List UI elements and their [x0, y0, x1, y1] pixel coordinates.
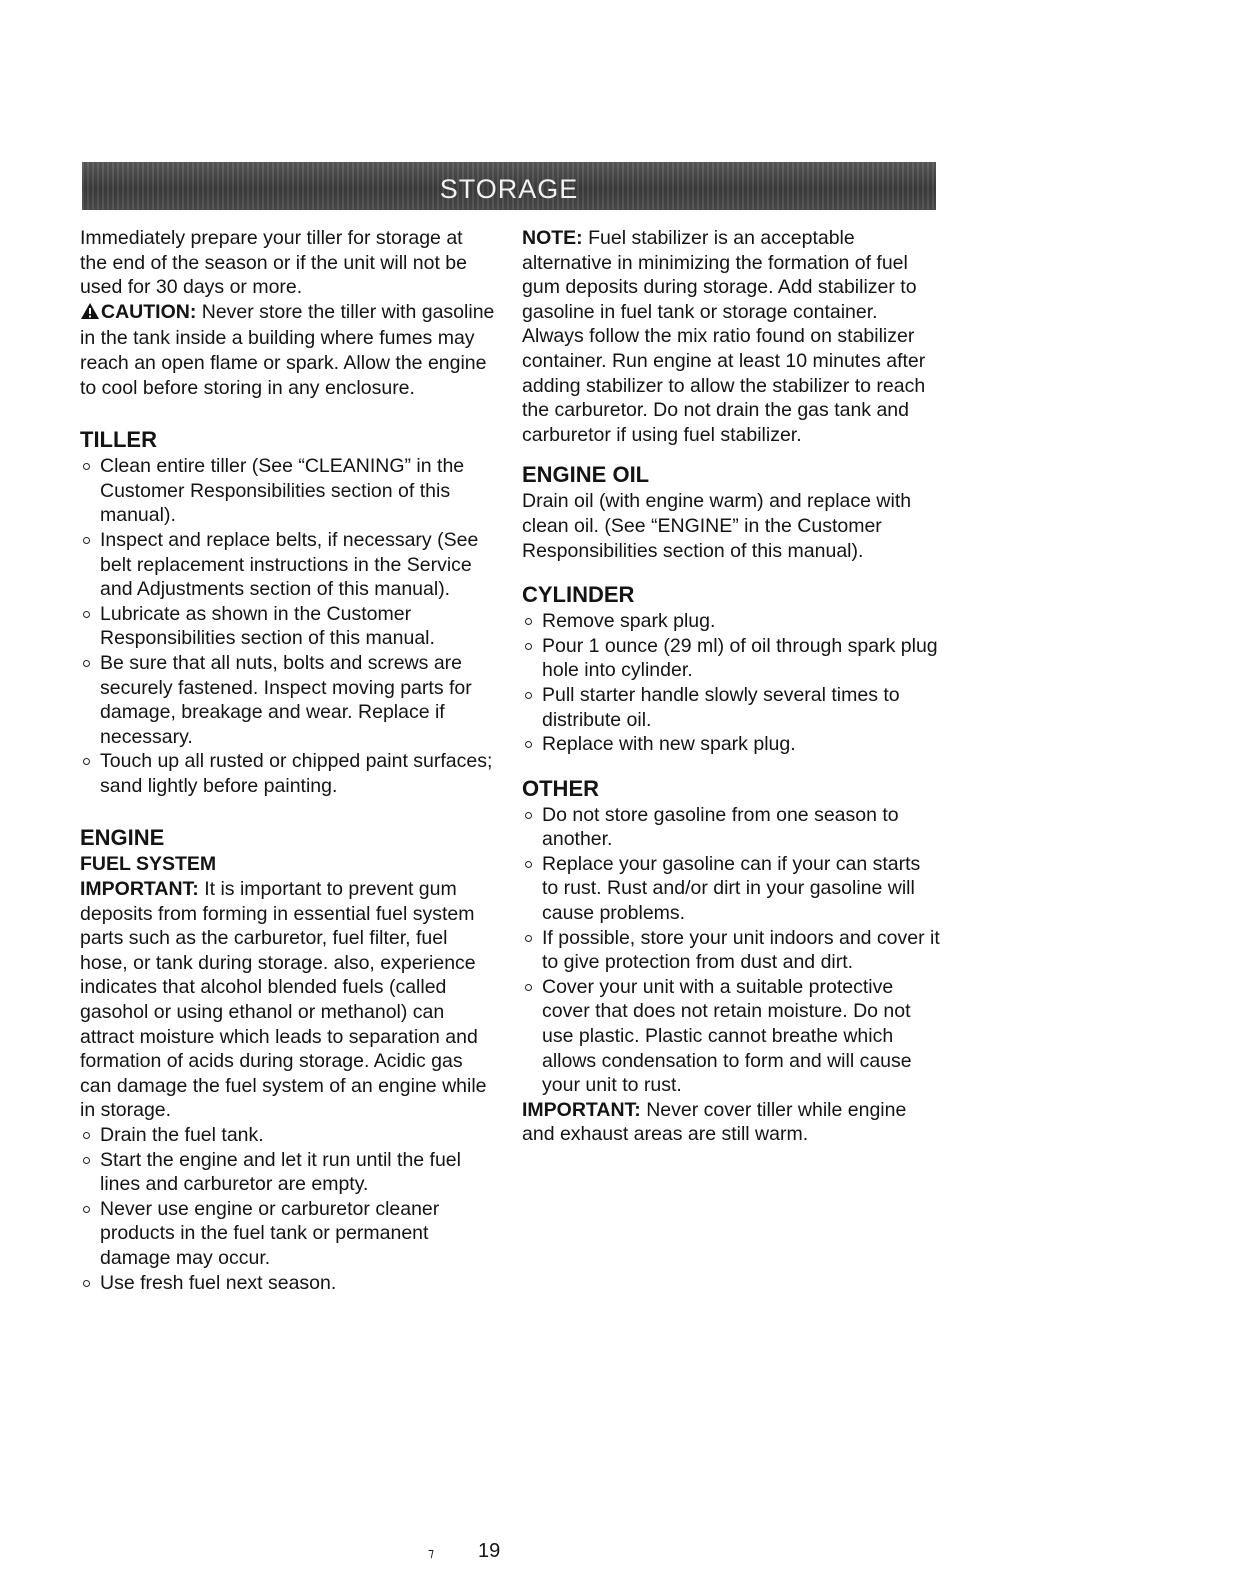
cylinder-list [522, 609, 940, 757]
caution-paragraph [80, 300, 495, 400]
fuel-system-subheading: FUEL SYSTEM [80, 853, 217, 876]
list-item: Pull starter handle slowly several times to distribute oil. [522, 683, 940, 732]
intro-paragraph: Immediately prepare your tiller for storage at the end of the season or if the unit will not be used for 30 days or more. [80, 227, 468, 299]
page-title: STORAGE [439, 173, 579, 204]
list-item: Be sure that all nuts, bolts and screws are securely fastened. Inspect moving parts for damage, breakage and wear. Replace if necessary. [80, 651, 495, 749]
list-item: Replace your gasoline can if your can starts to rust. Rust and/or dirt in your gasoline will cause problems. [522, 852, 940, 926]
list-item: Drain the fuel tank. [80, 1123, 495, 1148]
list-item: Use fresh fuel next season. [80, 1271, 495, 1296]
list-item: Never use engine or carburetor cleaner products in the fuel tank or permanent damage may occur. [80, 1197, 495, 1271]
other-list [522, 803, 940, 1098]
left-column [80, 226, 495, 1295]
list-item: Replace with new spark plug. [522, 732, 940, 757]
note-label: NOTE: [522, 227, 583, 249]
list-item: Cover your unit with a suitable protective cover that does not retain moisture. Do not use plastic. Plastic cannot breathe which allows condensation to form and will cause your unit to rust. [522, 975, 940, 1098]
other-important-paragraph [522, 1098, 940, 1147]
caution-label: CAUTION: [101, 300, 197, 323]
list-item: Start the engine and let it run until the fuel lines and carburetor are empty. [80, 1148, 495, 1197]
list-item: Pour 1 ounce (29 ml) of oil through spark plug hole into cylinder. [522, 634, 940, 683]
right-column [522, 226, 940, 1147]
warning-triangle-icon [80, 302, 100, 327]
important-text: Never cover tiller while engine and exhaust areas are still warm. [522, 1098, 907, 1146]
engine-oil-heading: ENGINE OIL [522, 462, 650, 488]
important-label: IMPORTANT: [522, 1098, 641, 1121]
cylinder-heading: CYLINDER [522, 582, 635, 608]
note-text: Fuel stabilizer is an acceptable alternative in minimizing the formation of fuel gum deposits during storage. Add stabilizer to gasoline in fuel tank or storage container. Always follow the mix ratio found on stabilizer container. Run engine at least 10 minutes after adding stabilizer to allow the stabilizer to reach the carburetor. Do not drain the gas tank and carburetor if using fuel stabilizer. [522, 227, 926, 446]
important-label: IMPORTANT: [80, 878, 199, 901]
storage-banner [82, 162, 936, 210]
note-paragraph [522, 226, 940, 447]
list-item: If possible, store your unit indoors and cover it to give protection from dust and dirt. [522, 926, 940, 975]
page-number: 19 [478, 1540, 501, 1562]
engine-oil-paragraph: Drain oil (with engine warm) and replace with clean oil. (See “ENGINE” in the Customer Responsibilities section of this manual). [522, 490, 912, 562]
other-heading: OTHER [522, 775, 599, 801]
tiller-heading: TILLER [80, 427, 157, 453]
scan-mark: ⁊ [428, 1546, 434, 1560]
list-item: Inspect and replace belts, if necessary (See belt replacement instructions in the Service and Adjustments section of this manual). [80, 528, 495, 602]
fuel-system-list [80, 1123, 495, 1295]
tiller-list [80, 454, 495, 798]
list-item: Touch up all rusted or chipped paint surfaces; sand lightly before painting. [80, 749, 495, 798]
important-text: It is important to prevent gum deposits from forming in essential fuel system parts such as the carburetor, fuel filter, fuel hose, or tank during storage. also, experience indicates that alcohol blended fuels (called gasohol or using ethanol or methanol) can attract moisture which leads to separation and formation of acids during storage. Acidic gas can damage the fuel system of an engine while in storage. [80, 878, 487, 1122]
list-item: Remove spark plug. [522, 609, 940, 634]
list-item: Lubricate as shown in the Customer Responsibilities section of this manual. [80, 602, 495, 651]
list-item: Clean entire tiller (See “CLEANING” in the Customer Responsibilities section of this manual). [80, 454, 495, 528]
caution-text: Never store the tiller with gasoline in the tank inside a building where fumes may reach an open flame or spark. Allow the engine to cool before storing in any enclosure. [80, 300, 495, 399]
list-item: Do not store gasoline from one season to another. [522, 803, 940, 852]
fuel-important-paragraph [80, 877, 495, 1123]
engine-heading: ENGINE [80, 825, 165, 851]
